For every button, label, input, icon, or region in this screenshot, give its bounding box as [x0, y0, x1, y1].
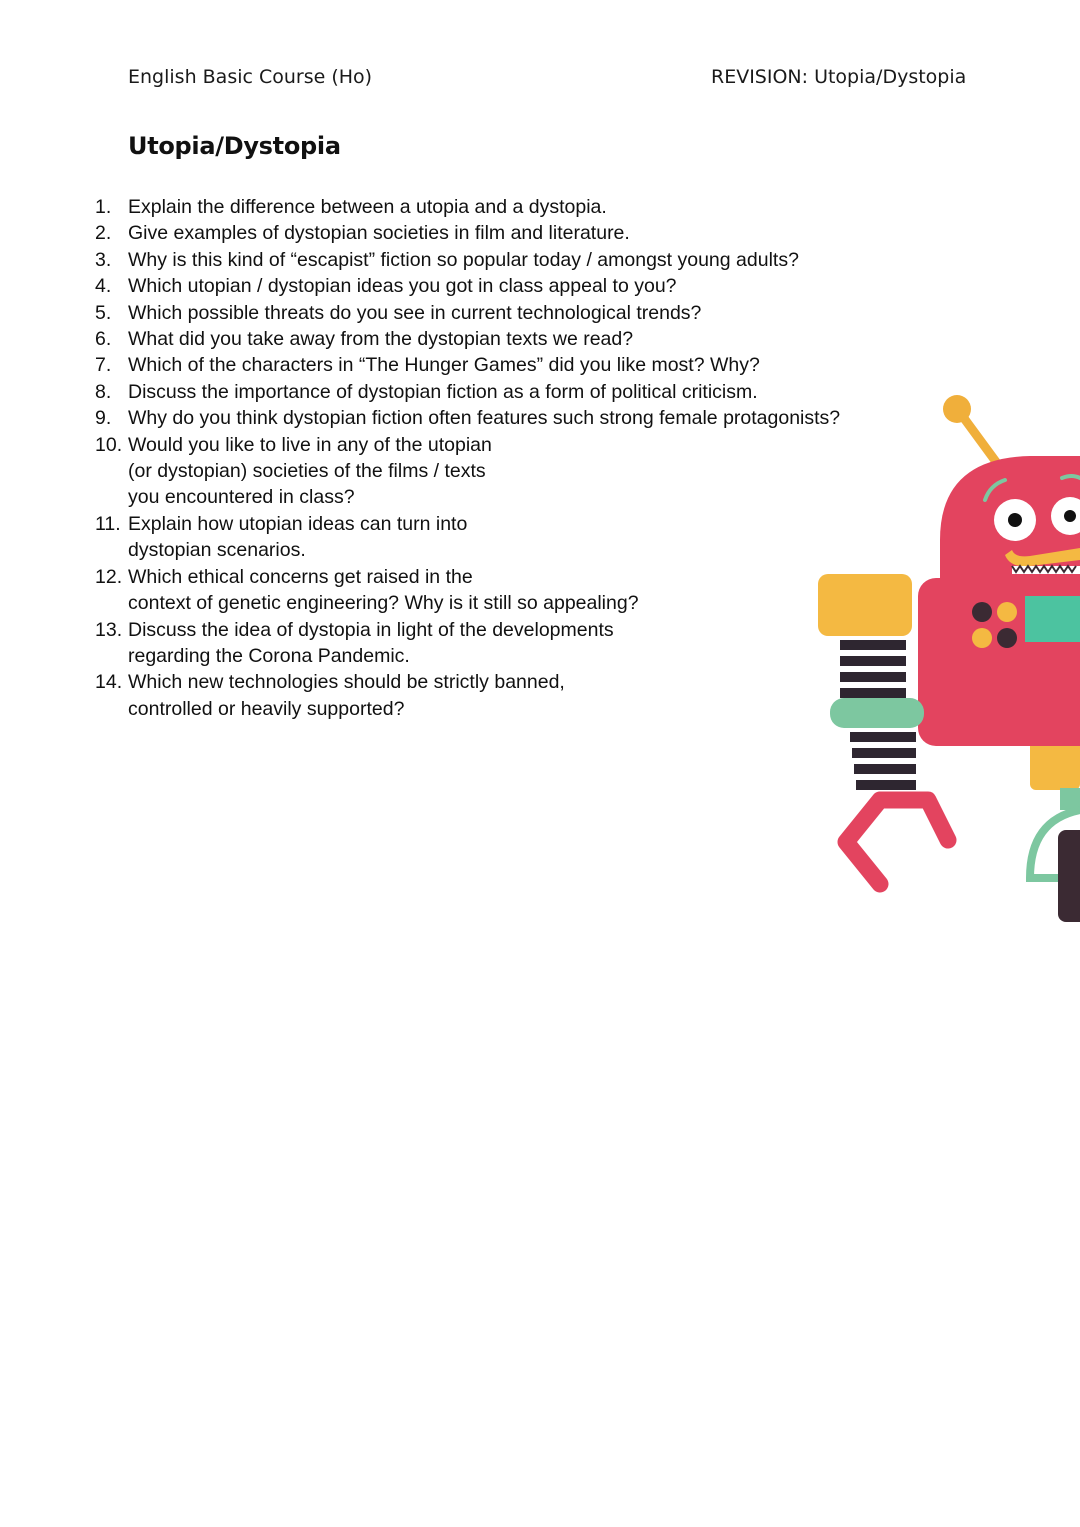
question-item: [95, 326, 895, 352]
question-number: 11.: [95, 512, 121, 535]
question-number: 13.: [95, 618, 123, 641]
question-number: 3.: [95, 248, 112, 271]
question-number: 14.: [95, 671, 123, 694]
question-item: [95, 220, 895, 246]
question-item: [95, 564, 895, 617]
robot-claw: [846, 800, 948, 884]
question-text-line: Give examples of dystopian societies in film and literature.: [128, 222, 630, 245]
question-item: [95, 617, 895, 670]
question-number: 6.: [95, 328, 112, 351]
question-item: [95, 194, 895, 220]
robot-pupil-left: [1008, 513, 1022, 527]
question-number: 10.: [95, 433, 123, 456]
question-item: [95, 352, 895, 378]
question-text-line: Discuss the importance of dystopian fiction as a form of political criticism.: [128, 380, 758, 403]
robot-shoulder: [818, 574, 912, 636]
question-text-line: Would you like to live in any of the utopian: [128, 433, 492, 456]
robot-pupil-right: [1064, 510, 1076, 522]
page-title: Utopia/Dystopia: [128, 132, 341, 160]
question-text-line: Which of the characters in “The Hunger Games” did you like most? Why?: [128, 354, 760, 377]
revision-label: REVISION: Utopia/Dystopia: [711, 66, 967, 88]
question-item: [95, 432, 895, 511]
question-item: [95, 405, 895, 431]
question-text-line: Which ethical concerns get raised in the: [128, 565, 473, 588]
question-text-line: Which new technologies should be strictly banned,: [128, 671, 565, 694]
question-text-line: What did you take away from the dystopian texts we read?: [128, 328, 634, 351]
question-text-line: Explain how utopian ideas can turn into: [128, 512, 468, 535]
robot-leg: [1058, 830, 1080, 922]
question-text-line: context of genetic engineering? Why is it still so appealing?: [128, 592, 639, 615]
question-number: 4.: [95, 275, 112, 298]
course-name: English Basic Course (Ho): [128, 66, 373, 88]
question-text-line: controlled or heavily supported?: [128, 697, 405, 720]
question-text-line: (or dystopian) societies of the films / texts: [128, 460, 486, 483]
question-text-line: regarding the Corona Pandemic.: [128, 644, 410, 667]
question-item: [95, 300, 895, 326]
question-text-line: Which utopian / dystopian ideas you got in class appeal to you?: [128, 275, 677, 298]
question-text-line: dystopian scenarios.: [128, 539, 306, 562]
robot-antenna-tip: [943, 395, 971, 423]
question-number: 8.: [95, 380, 112, 403]
question-text-line: Which possible threats do you see in current technological trends?: [128, 301, 702, 324]
robot-arm-band: [830, 698, 924, 728]
question-number: 5.: [95, 301, 112, 324]
question-item: [95, 273, 895, 299]
question-item: [95, 379, 895, 405]
question-text-line: Discuss the idea of dystopia in light of the developments: [128, 618, 614, 641]
question-number: 2.: [95, 222, 112, 245]
question-list: [95, 194, 895, 722]
question-number: 9.: [95, 407, 112, 430]
question-text-line: Why do you think dystopian fiction often features such strong female protagonists?: [128, 407, 841, 430]
question-number: 1.: [95, 196, 112, 218]
question-text-line: you encountered in class?: [128, 486, 355, 509]
robot-illustration: [810, 385, 1080, 930]
robot-eyebrow-right: [1062, 476, 1080, 478]
question-item: [95, 247, 895, 273]
question-text-line: Why is this kind of “escapist” fiction so popular today / amongst young adults?: [128, 248, 799, 271]
question-text-line: Explain the difference between a utopia and a dystopia.: [128, 196, 607, 218]
question-item: [95, 511, 895, 564]
question-number: 12.: [95, 565, 123, 588]
question-number: 7.: [95, 354, 112, 377]
question-item: [95, 669, 895, 722]
